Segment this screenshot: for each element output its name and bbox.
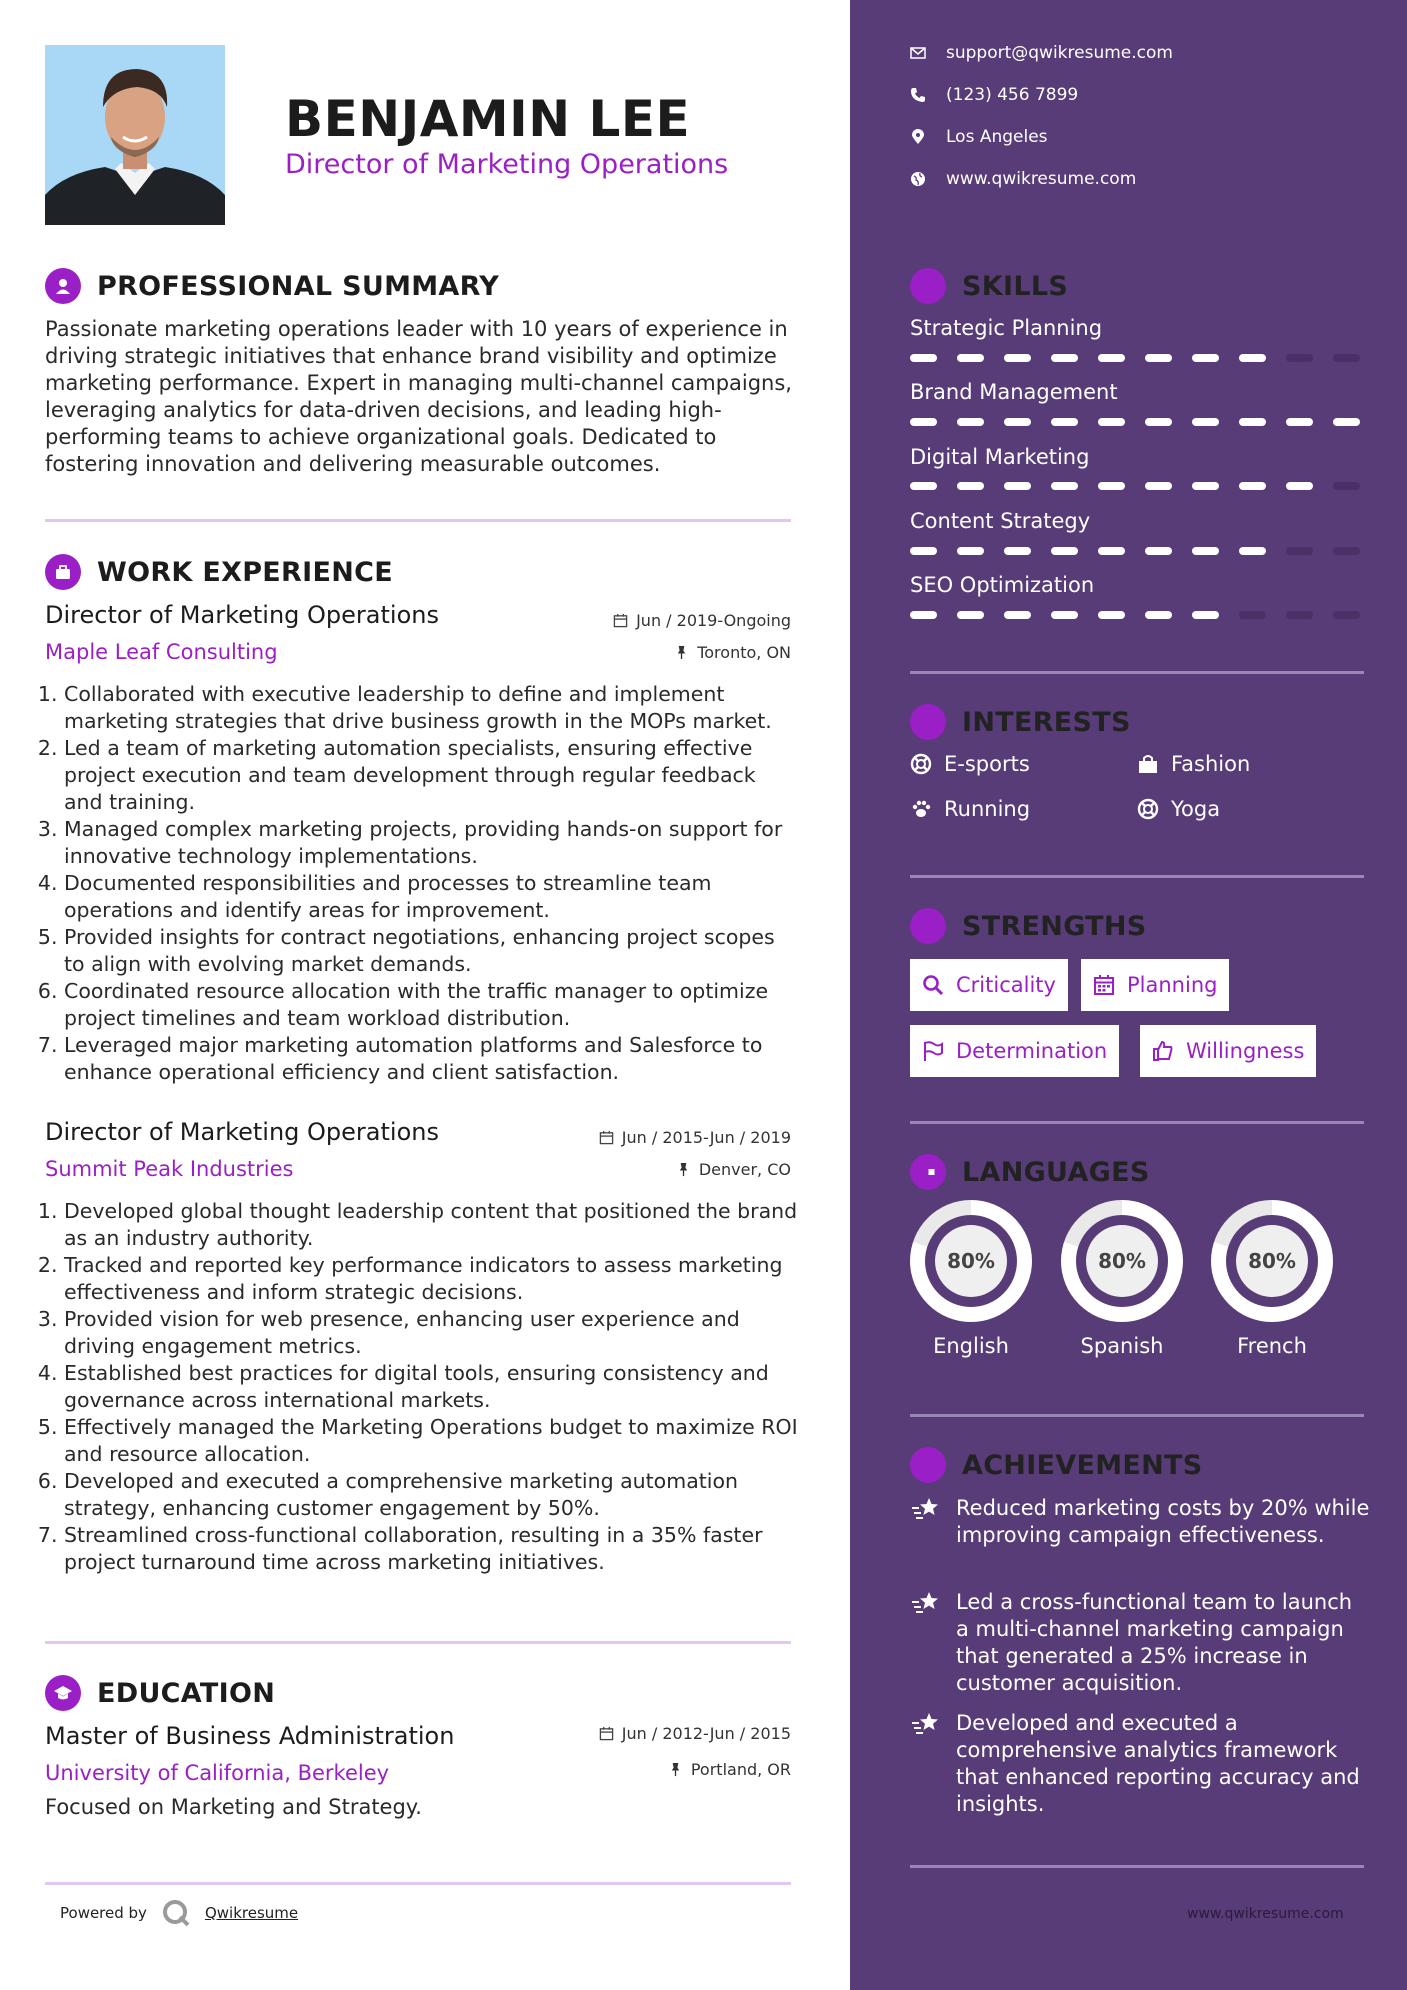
skill-dash [1333, 354, 1360, 362]
interest-label: Running [944, 797, 1031, 821]
language-icon [910, 1154, 946, 1190]
qwikresume-link[interactable]: Qwikresume [204, 1904, 299, 1922]
thumbs-up-icon [1152, 1040, 1174, 1062]
envelope-icon [910, 45, 926, 61]
skill-dash [1239, 482, 1266, 490]
user-icon [45, 268, 81, 304]
skill-dash [1333, 611, 1360, 619]
strength-badge [1140, 1025, 1316, 1077]
contact-website[interactable] [910, 169, 1136, 189]
pin-icon [674, 645, 689, 660]
skill-dash [957, 354, 984, 362]
skill-dash [1098, 611, 1125, 619]
contact-phone-text: (123) 456 7899 [946, 85, 1079, 105]
achievement-text: Reduced marketing costs by 20% while improving campaign effectiveness. [956, 1496, 1370, 1547]
language-name: Spanish [1080, 1334, 1164, 1358]
summary-text: Passionate marketing operations leader with 10 years of experience in driving strategic initiatives that enhance brand visibility and optimize marketing performance. Expert in managing multi-channel campaigns, leveraging analytics for data-driven decisions, and leading high-performing teams to achieve organizational goals. Dedicated to fostering innovation and delivering measurable outcomes. [45, 317, 792, 476]
list-item: 5. Provided insights for contract negotiations, enhancing project scopes to align with evolving market demands. [64, 924, 800, 978]
job-dates-text: Jun / 2015-Jun / 2019 [621, 1128, 791, 1147]
language-name: English [933, 1334, 1009, 1358]
degree-title: Master of Business Administration [45, 1722, 455, 1750]
interest-label: Fashion [1171, 752, 1251, 776]
skill-dash [1098, 354, 1125, 362]
skill-dash [1004, 354, 1031, 362]
work-heading-text: WORK EXPERIENCE [97, 556, 393, 588]
skill-dash [1004, 418, 1031, 426]
section-divider [45, 1882, 791, 1885]
skill-name: Digital Marketing [910, 445, 1090, 469]
skill-dash [1145, 418, 1172, 426]
company-name: Summit Peak Industries [45, 1157, 294, 1181]
education-heading [45, 1675, 275, 1711]
skill-dash [1098, 482, 1125, 490]
job-location-text: Denver, CO [698, 1160, 791, 1179]
candidate-name: BENJAMIN LEE [285, 90, 691, 148]
calendar-icon [599, 1130, 614, 1145]
calendar-icon [599, 1726, 614, 1741]
education-heading-text: EDUCATION [97, 1677, 276, 1709]
skill-name: Content Strategy [910, 509, 1091, 533]
skill-dash [1192, 547, 1219, 555]
lightbulb-icon [910, 268, 946, 304]
paper-plane-icon [910, 704, 946, 740]
pin-icon [676, 1162, 691, 1177]
skill-dash [957, 418, 984, 426]
skill-dash [910, 354, 937, 362]
fist-icon [910, 908, 946, 944]
skill-dash [1051, 547, 1078, 555]
skill-dash [1051, 482, 1078, 490]
skill-dash [1239, 418, 1266, 426]
interests-heading-text: INTERESTS [962, 706, 1131, 738]
skill-dash [1333, 418, 1360, 426]
skill-dash [957, 547, 984, 555]
achievement-text: Led a cross-functional team to launch a multi-channel marketing campaign that generated a 25% increase in customer acquisition. [956, 1590, 1353, 1695]
skill-dash [1333, 482, 1360, 490]
language-name: French [1237, 1334, 1307, 1358]
company-name: Maple Leaf Consulting [45, 640, 278, 664]
language-item [910, 1200, 1032, 1358]
skill-dash [1051, 611, 1078, 619]
language-ring [910, 1200, 1032, 1322]
section-divider [910, 1414, 1364, 1417]
language-ring [1211, 1200, 1333, 1322]
list-item: 5. Effectively managed the Marketing Operations budget to maximize ROI and resource allocation. [64, 1414, 800, 1468]
contact-email-text: support@qwikresume.com [946, 43, 1173, 63]
section-divider [910, 875, 1364, 878]
section-divider [910, 1865, 1364, 1868]
skill-dash [957, 611, 984, 619]
section-divider [910, 671, 1364, 674]
contact-phone[interactable] [910, 85, 1078, 105]
skill-dash [1239, 611, 1266, 619]
job-location-text: Toronto, ON [697, 643, 791, 662]
skill-dash [1145, 611, 1172, 619]
work-heading [45, 554, 393, 590]
job-dates-text: Jun / 2019-Ongoing [636, 611, 791, 630]
skill-dash [1286, 547, 1313, 555]
achievement-item [910, 1710, 1370, 1818]
section-divider [45, 1641, 791, 1644]
strengths-heading [910, 908, 1147, 944]
job-dates [480, 611, 791, 630]
job-bullets [36, 1198, 800, 1576]
skill-dash [1192, 611, 1219, 619]
skill-level-bar [910, 354, 1360, 362]
skills-heading-text: SKILLS [962, 270, 1069, 302]
list-item: 7. Streamlined cross-functional collaboration, resulting in a 35% faster project turnaround time across marketing initiatives. [64, 1522, 800, 1576]
skill-dash [1004, 482, 1031, 490]
summary-heading-text: PROFESSIONAL SUMMARY [97, 270, 500, 302]
skills-heading [910, 268, 1068, 304]
list-item: 3. Managed complex marketing projects, providing hands-on support for innovative technology implementations. [64, 816, 800, 870]
skill-dash [1098, 418, 1125, 426]
pin-icon [668, 1762, 683, 1777]
strength-label: Determination [956, 1039, 1108, 1063]
skill-dash [910, 547, 937, 555]
education-location-text: Portland, OR [690, 1760, 791, 1779]
skill-dash [910, 611, 937, 619]
interest-item [1137, 797, 1220, 821]
briefcase-icon [45, 554, 81, 590]
list-item: 3. Provided vision for web presence, enhancing user experience and driving engagement metrics. [64, 1306, 800, 1360]
skill-dash [1098, 547, 1125, 555]
job-bullets [36, 681, 800, 1086]
languages-heading-text: LANGUAGES [962, 1156, 1150, 1188]
skill-dash [1192, 482, 1219, 490]
school-name: University of California, Berkeley [45, 1761, 390, 1785]
skill-level-bar [910, 547, 1360, 555]
contact-email[interactable] [910, 43, 1173, 63]
skill-dash [1145, 547, 1172, 555]
interest-item [1137, 752, 1250, 776]
achievement-item [910, 1495, 1370, 1549]
skill-dash [1051, 418, 1078, 426]
skill-level-bar [910, 611, 1360, 619]
strength-label: Criticality [956, 973, 1056, 997]
education-location [480, 1760, 791, 1779]
candidate-role: Director of Marketing Operations [285, 149, 729, 180]
list-item: 7. Leveraged major marketing automation platforms and Salesforce to enhance operational efficiency and client satisfaction. [64, 1032, 800, 1086]
skill-dash [1286, 354, 1313, 362]
skill-dash [1192, 354, 1219, 362]
search-icon [922, 974, 944, 996]
strength-badge [1081, 959, 1229, 1011]
skill-dash [1192, 418, 1219, 426]
qwikresume-logo-icon [161, 1898, 191, 1928]
skill-dash [1004, 611, 1031, 619]
calendar-icon [613, 613, 628, 628]
strength-badge [910, 959, 1068, 1011]
list-item: 2. Tracked and reported key performance indicators to assess marketing effectiveness and inform strategic decisions. [64, 1252, 800, 1306]
skill-level-bar [910, 418, 1360, 426]
job-location [480, 643, 791, 662]
strength-label: Planning [1127, 973, 1218, 997]
summary-heading [45, 268, 499, 304]
list-item: 4. Established best practices for digital tools, ensuring consistency and governance across international markets. [64, 1360, 800, 1414]
section-divider [45, 519, 791, 522]
skill-dash [1145, 482, 1172, 490]
skill-dash [1145, 354, 1172, 362]
star-badge-icon [910, 1447, 946, 1483]
education-dates-text: Jun / 2012-Jun / 2015 [621, 1724, 791, 1743]
globe-icon [910, 171, 926, 187]
paw-icon [910, 798, 932, 820]
footer-website[interactable]: www.qwikresume.com [1187, 1906, 1344, 1922]
skill-dash [1286, 611, 1313, 619]
section-divider [910, 1121, 1364, 1124]
shooting-star-icon [910, 1495, 942, 1523]
language-ring [1061, 1200, 1183, 1322]
interests-heading [910, 704, 1131, 740]
list-item: 4. Documented responsibilities and processes to streamline team operations and identify areas for improvement. [64, 870, 800, 924]
flag-icon [922, 1040, 944, 1062]
achievement-text: Developed and executed a comprehensive analytics framework that enhanced reporting accuracy and insights. [956, 1711, 1360, 1816]
education-description: Focused on Marketing and Strategy. [45, 1795, 422, 1819]
skill-name: Strategic Planning [910, 316, 1103, 340]
list-item: 6. Developed and executed a comprehensive marketing automation strategy, enhancing customer engagement by 50%. [64, 1468, 800, 1522]
skill-name: SEO Optimization [910, 573, 1095, 597]
shooting-star-icon [910, 1710, 942, 1738]
contact-location-text: Los Angeles [946, 127, 1048, 147]
contact-website-text: www.qwikresume.com [946, 169, 1137, 189]
skill-level-bar [910, 482, 1360, 490]
achievements-heading [910, 1447, 1203, 1483]
contact-location [910, 127, 1048, 147]
shooting-star-icon [910, 1589, 942, 1617]
powered-by [60, 1898, 298, 1928]
achievements-heading-text: ACHIEVEMENTS [962, 1449, 1203, 1481]
interest-label: E-sports [944, 752, 1030, 776]
languages-heading [910, 1154, 1150, 1190]
list-item: 2. Led a team of marketing automation specialists, ensuring effective project execution and team development through regular feedback and training. [64, 735, 800, 816]
skill-dash [1004, 547, 1031, 555]
list-item: 1. Developed global thought leadership content that positioned the brand as an industry authority. [64, 1198, 800, 1252]
skill-dash [910, 482, 937, 490]
job-title: Director of Marketing Operations [45, 601, 439, 629]
interest-label: Yoga [1171, 797, 1221, 821]
language-item [1061, 1200, 1183, 1358]
powered-by-label: Powered by [60, 1904, 147, 1922]
job-dates [480, 1128, 791, 1147]
lifebuoy-icon [1137, 798, 1159, 820]
skill-dash [1239, 354, 1266, 362]
phone-icon [910, 87, 926, 103]
lifebuoy-icon [910, 753, 932, 775]
skill-dash [1286, 482, 1313, 490]
language-percent: 80% [1086, 1225, 1158, 1297]
skill-dash [1333, 547, 1360, 555]
language-item [1211, 1200, 1333, 1358]
skill-name: Brand Management [910, 380, 1118, 404]
list-item: 6. Coordinated resource allocation with the traffic manager to optimize project timelines and team workload distribution. [64, 978, 800, 1032]
interest-item [910, 797, 1030, 821]
education-dates [480, 1724, 791, 1743]
language-percent: 80% [935, 1225, 1007, 1297]
language-percent: 80% [1236, 1225, 1308, 1297]
map-pin-icon [910, 129, 926, 145]
skill-dash [1286, 418, 1313, 426]
job-title: Director of Marketing Operations [45, 1118, 439, 1146]
job-location [480, 1160, 791, 1179]
profile-photo [45, 45, 225, 225]
achievement-item [910, 1589, 1370, 1697]
interest-item [910, 752, 1030, 776]
skill-dash [1051, 354, 1078, 362]
calendar-icon [1093, 974, 1115, 996]
skill-dash [910, 418, 937, 426]
strengths-heading-text: STRENGTHS [962, 910, 1147, 942]
graduation-cap-icon [45, 1675, 81, 1711]
skill-dash [957, 482, 984, 490]
skill-dash [1239, 547, 1266, 555]
list-item: 1. Collaborated with executive leadership to define and implement marketing strategies that drive business growth in the MOPs market. [64, 681, 800, 735]
shopping-bag-icon [1137, 753, 1159, 775]
strength-label: Willingness [1186, 1039, 1305, 1063]
strength-badge [910, 1025, 1119, 1077]
